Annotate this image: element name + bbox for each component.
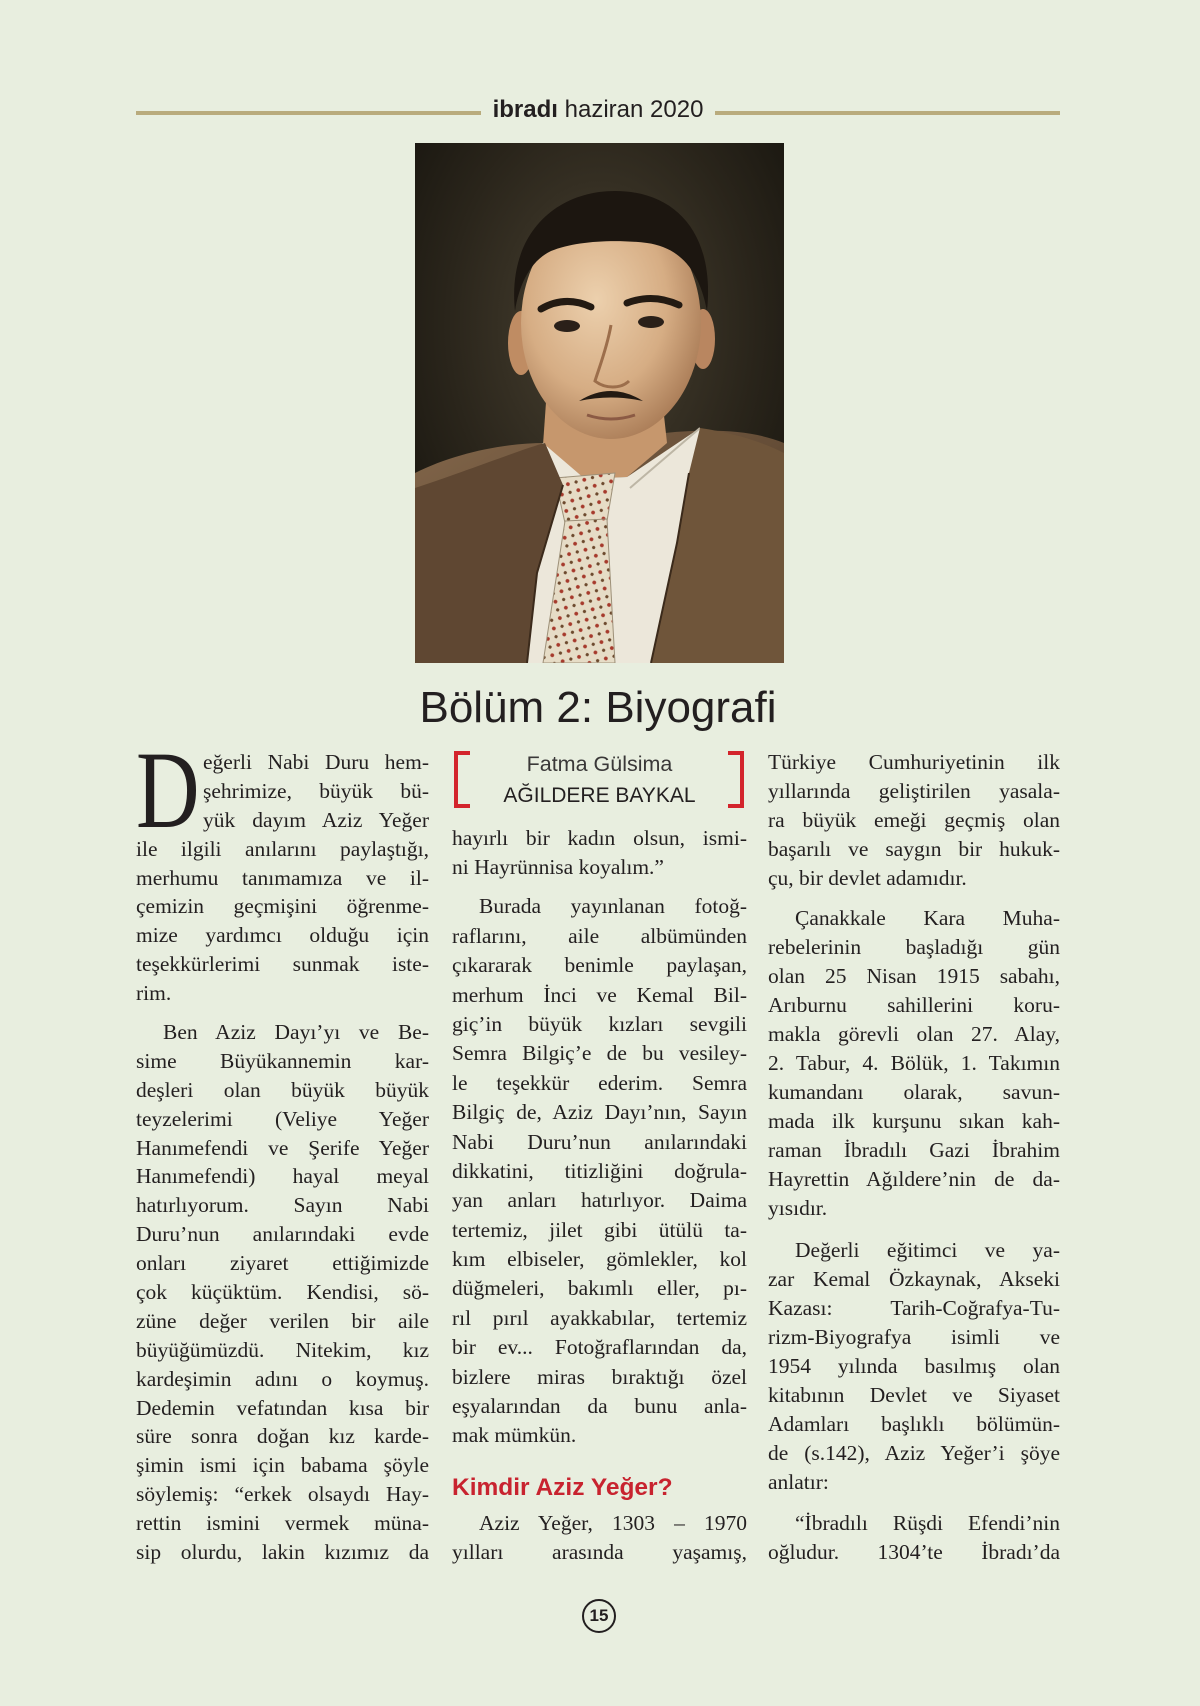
paragraph [136, 1018, 429, 1567]
paragraph [768, 1236, 1060, 1498]
article-title: Bölüm 2: Biyografi [419, 683, 777, 732]
text-line: oğludur. 1304’te İbradı’da [768, 1539, 1060, 1564]
text-line: le teşekkür ederim. Semra [452, 1070, 747, 1095]
text-line: başarılı ve saygın bir hukuk- [768, 837, 1060, 862]
text-line: rıl pırıl ayakkabılar, tertemiz [452, 1305, 747, 1330]
issue-date: haziran 2020 [564, 96, 704, 123]
text-line: giç’in büyük kızları sevgili [452, 1011, 747, 1036]
text-line: büyüğümüzdü. Nitekim, kız [136, 1337, 429, 1362]
author-first-name: Fatma Gülsima [526, 752, 673, 776]
text-line: Bilgiç de, Aziz Dayı’nın, Sayın [452, 1100, 747, 1125]
text-column-2 [452, 0, 747, 1706]
text-line: Adamları başlıklı bölümün- [768, 1412, 1060, 1437]
text-line: şehrimize, büyük bü- [203, 778, 429, 803]
paragraph [136, 729, 429, 1008]
text-line: merhumu tanımamıza ve il- [136, 865, 429, 890]
text-line: Değerli eğitimci ve ya- [795, 1237, 1060, 1262]
text-column-3 [768, 0, 1060, 1706]
text-line: yısıdır. [768, 1196, 828, 1221]
text-line: çemizin geçmişini öğrenme- [136, 894, 429, 919]
text-line: Duru’nun anılarındaki evde [136, 1222, 429, 1247]
text-line: ile ilgili anılarını paylaştığı, [136, 836, 429, 861]
paragraph [452, 892, 747, 1450]
text-line: sime Büyükannemin kar- [136, 1048, 429, 1073]
text-line: yan anları hatırlıyor. Daima [452, 1188, 747, 1213]
text-line: söylemiş: “erkek olsaydı Hay- [136, 1482, 429, 1507]
text-line: çok küçüktüm. Kendisi, sö- [136, 1280, 429, 1305]
text-line: Aziz Yeğer, 1303 – 1970 [479, 1510, 747, 1535]
text-line: yılları arasında yaşamış, [452, 1539, 747, 1564]
text-line: raman İbradılı Gazi İbrahim [768, 1138, 1060, 1163]
text-line: çıkararak benimle paylaşan, [452, 953, 747, 978]
text-line: teyzelerimi (Veliye Yeğer [136, 1106, 429, 1131]
text-line: 2. Tabur, 4. Bölük, 1. Takımın [768, 1050, 1060, 1075]
text-line: kım elbiseler, gömlekler, kol [452, 1247, 747, 1272]
paragraph [452, 1509, 747, 1568]
text-line: Hanımefendi) hayal meyal [136, 1164, 429, 1189]
text-line: eğerli Nabi Duru hem- [203, 750, 429, 774]
text-line: dikkatini, titizliğini doğrula- [452, 1158, 747, 1183]
text-line: bir ev... Fotoğraflarından da, [452, 1335, 747, 1360]
text-line: mada ilk kurşunu sıkan kah- [768, 1109, 1060, 1134]
paragraph [768, 1509, 1060, 1567]
text-line: eşyalarından da bunu anla- [452, 1394, 747, 1419]
text-line: deşleri olan büyük büyük [136, 1077, 429, 1102]
text-line: Çanakkale Kara Muha- [795, 905, 1060, 930]
text-line: Burada yayınlanan fotoğ- [479, 894, 747, 919]
section-heading: Kimdir Aziz Yeğer? [452, 1474, 673, 1501]
paragraph [452, 824, 747, 883]
text-line: merhum İnci ve Kemal Bil- [452, 982, 747, 1007]
text-column-1 [136, 0, 429, 1706]
author-last-name: AĞILDERE BAYKAL [503, 784, 696, 807]
text-line: mak mümkün. [452, 1423, 577, 1448]
magazine-name: ibradı [492, 96, 558, 123]
text-line: onları ziyaret ettiğimizde [136, 1251, 429, 1276]
text-line: zar Kemal Özkaynak, Akseki [768, 1266, 1060, 1291]
text-line: Ben Aziz Dayı’yı ve Be- [163, 1020, 429, 1044]
text-line: kumandanı olarak, savun- [768, 1080, 1060, 1105]
text-line: rim. [136, 981, 172, 1006]
text-line: kitabının Devlet ve Siyaset [768, 1382, 1060, 1407]
text-line: bizlere miras bıraktığı özel [452, 1364, 747, 1389]
text-line: rizm-Biyografya isimli ve [768, 1324, 1060, 1349]
paragraph [768, 748, 1060, 893]
text-line: yıllarında geliştirilen yasala- [768, 779, 1060, 804]
text-line: 1954 yılında basılmış olan [768, 1353, 1060, 1378]
text-line: Semra Bilgiç’e de bu vesiley- [452, 1041, 747, 1066]
text-line: süre sonra doğan kız karde- [136, 1424, 429, 1449]
text-line: hayırlı bir kadın olsun, ismi- [452, 826, 747, 850]
text-line: Dedemin vefatından kısa bir [136, 1395, 429, 1420]
text-line: Nabi Duru’nun anılarındaki [452, 1129, 747, 1154]
text-line: Hayrettin Ağıldere’nin de da- [768, 1167, 1060, 1192]
text-line: tertemiz, jilet gibi ütülü ta- [452, 1217, 747, 1242]
text-line: şimin ismi için babama şöyle [136, 1453, 429, 1478]
text-line: yük dayım Aziz Yeğer [203, 807, 429, 832]
text-line: Arıburnu sahillerini koru- [768, 992, 1060, 1017]
text-line: hatırlıyorum. Sayın Nabi [136, 1193, 429, 1218]
text-line: Kazası: Tarih-Coğrafya-Tu- [768, 1295, 1060, 1320]
text-line: ni Hayrünnisa koyalım.” [452, 855, 664, 880]
paragraph [768, 904, 1060, 1224]
text-line: züne değer verilen bir aile [136, 1308, 429, 1333]
text-line: “İbradılı Rüşdi Efendi’nin [795, 1510, 1060, 1535]
text-line: kardeşimin adını o koymuş. [136, 1366, 429, 1391]
text-line: rebelerinin başladığı gün [768, 934, 1060, 959]
drop-cap: D [136, 729, 200, 851]
text-line: Türkiye Cumhuriyetinin ilk [768, 750, 1060, 774]
text-line: olan 25 Nisan 1915 sabahı, [768, 963, 1060, 988]
text-line: ra büyük emeği geçmiş olan [768, 808, 1060, 833]
text-line: anlatır: [768, 1470, 829, 1495]
text-line: Hanımefendi ve Şerife Yeğer [136, 1135, 429, 1160]
text-line: teşekkürlerimi sunmak iste- [136, 952, 429, 977]
text-line: rettin ismini vermek müna- [136, 1511, 429, 1536]
page-number: 15 [582, 1599, 616, 1633]
text-line: düğmeleri, bakımlı eller, pı- [452, 1276, 747, 1301]
text-line: makla görevli olan 27. Alay, [768, 1021, 1060, 1046]
text-line: mize yardımcı olduğu için [136, 923, 429, 948]
text-line: de (s.142), Aziz Yeğer’i şöye [768, 1441, 1060, 1466]
text-line: çu, bir devlet adamıdır. [768, 866, 967, 891]
text-line: sip olurdu, lakin kızımız da [136, 1540, 429, 1565]
text-line: raflarını, aile albümünden [452, 923, 747, 948]
